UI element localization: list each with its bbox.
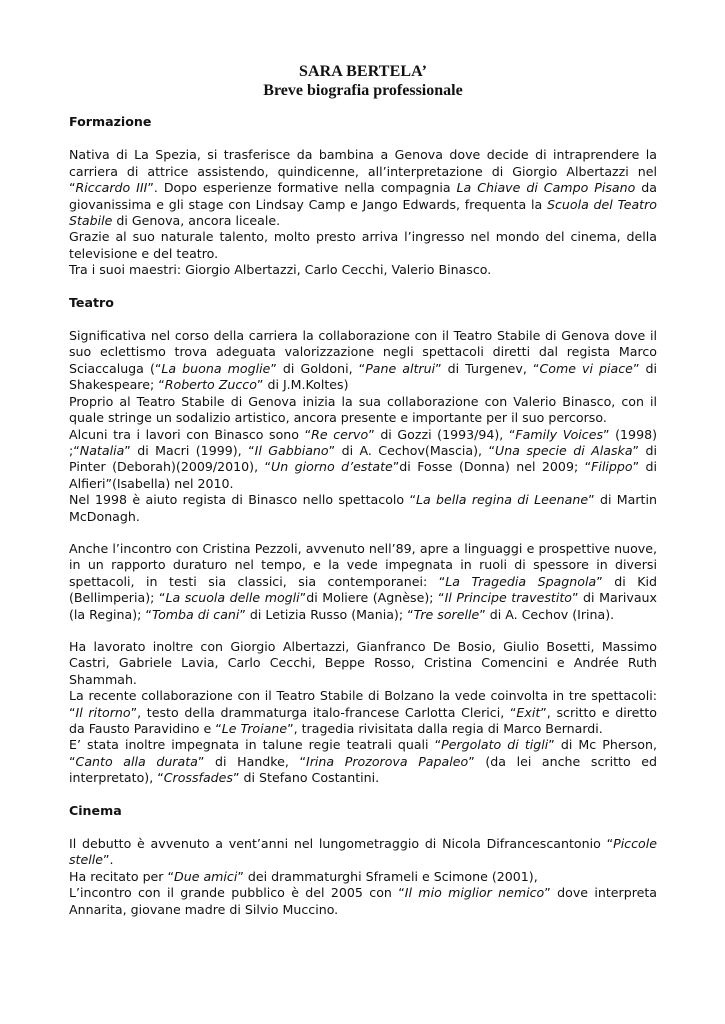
italic-title-text: Piccole stelle — [69, 836, 657, 868]
italic-title-text: Il Gabbiano — [254, 442, 329, 458]
italic-title-text: Un giorno d’estate — [271, 459, 393, 475]
italic-title-text: La scuola delle mogli — [165, 590, 300, 606]
paragraph-text: ” di J.M.Koltes) — [256, 377, 349, 393]
paragraph-text: Ha recitato per “ — [69, 868, 175, 884]
paragraph-text: ” di Martin McDonagh. — [69, 492, 657, 524]
italic-title-text: Scuola del Teatro Stabile — [69, 196, 657, 229]
italic-title-text: La bella regina di Leenane — [415, 492, 589, 508]
teatro-paragraph-4 — [69, 492, 657, 525]
document-title: SARA BERTELA’ — [298, 63, 428, 80]
paragraph-text: ” di Pinter (Deborah)(2009/2010), “ — [69, 442, 657, 475]
italic-title-text: La Tragedia Spagnola — [445, 573, 597, 589]
italic-title-text: La Chiave di Campo Pisano — [456, 180, 636, 196]
italic-title-text: Family Voices — [515, 426, 604, 442]
paragraph-text: ”, testo della drammaturga italo-francese Carlotta Clerici, “ — [130, 704, 517, 720]
paragraph-text: ”. Dopo esperienze formative nella compagnia — [147, 180, 457, 196]
paragraph-text: ” di Gozzi (1993/94), “ — [368, 426, 516, 442]
italic-title-text: Riccardo III — [75, 180, 148, 196]
paragraph-text: ” di Alfieri”(Isabella) nel 2010. — [69, 459, 658, 491]
italic-title-text: Natalia — [79, 442, 125, 458]
paragraph-text: ” di Macri (1999), “ — [124, 442, 255, 458]
cinema-paragraph-3 — [69, 885, 657, 918]
section-heading-teatro: Teatro — [69, 294, 114, 310]
document-subtitle: Breve biografia professionale — [263, 82, 463, 99]
teatro-paragraph-2 — [69, 394, 657, 427]
teatro-paragraph-8 — [69, 737, 657, 786]
teatro-paragraph-5 — [69, 541, 657, 623]
italic-title-text: Il mio miglior nemico — [404, 885, 545, 901]
paragraph-text: ” di Letizia Russo (Mania); “ — [239, 606, 414, 622]
paragraph-text: L’incontro con il grande pubblico è del 2005 con “ — [69, 885, 405, 901]
paragraph-text: ”di Moliere (Agnèse); “ — [299, 590, 445, 606]
section-heading-cinema: Cinema — [69, 802, 122, 818]
italic-title-text: Il ritorno — [75, 704, 131, 720]
paragraph-text: ” di Shakespeare; “ — [69, 360, 658, 393]
teatro-paragraph-3 — [69, 427, 657, 493]
italic-title-text: Irina Prozorova Papaleo — [306, 753, 469, 769]
paragraph-text: ” di A. Cechov(Mascia), “ — [328, 442, 495, 458]
paragraph-text: ” di Stefano Costantini. — [233, 770, 380, 786]
italic-title-text: Filippo — [591, 459, 633, 475]
paragraph-text: ” dove interpreta Annarita, giovane madre di Silvio Muccino. — [69, 885, 658, 917]
italic-title-text: Roberto Zucco — [164, 377, 257, 393]
paragraph-text: ” di Marivaux (la Regina); “ — [69, 590, 657, 622]
paragraph-text: Tra i suoi maestri: Giorgio Albertazzi, Carlo Cecchi, Valerio Binasco. — [69, 262, 492, 278]
paragraph-text: ” di Goldoni, “ — [270, 360, 366, 376]
formazione-paragraph-2 — [69, 229, 657, 262]
italic-title-text: Come vi piace — [539, 360, 633, 376]
section-heading-formazione: Formazione — [69, 114, 152, 129]
paragraph-text: Nel 1998 è aiuto regista di Binasco nello spettacolo “ — [69, 492, 416, 508]
italic-title-text: Tomba di cani — [151, 606, 240, 622]
paragraph-text: ” di Handke, “ — [197, 753, 307, 769]
paragraph-text: da giovanissima e gli stage con Lindsay Camp e Jango Edwards, frequenta la — [69, 180, 657, 212]
paragraph-text: di Genova, ancora liceale. — [112, 213, 281, 229]
paragraph-text: Grazie al suo naturale talento, molto presto arriva l’ingresso nel mondo del cinema, della televisione e del teatro. — [69, 229, 657, 261]
paragraph-text: Significativa nel corso della carriera la collaborazione con il Teatro Stabile di Genova dove il suo eclettismo trova adeguata valorizzazione negli spettacoli diretti dal regista Marco Sciaccaluga (“ — [69, 328, 657, 376]
paragraph-text: ”, tragedia rivisitata dalla regia di Marco Bernardi. — [287, 721, 603, 736]
paragraph-text: ” (1998) ;“ — [69, 426, 658, 458]
paragraph-text: Ha lavorato inoltre con Giorgio Albertazzi, Gianfranco De Bosio, Giulio Bosetti, Massimo Castri, Gabriele Lavia, Carlo Cecchi, Beppe Rosso, Cristina Comencini e Andrée Ruth Shammah. — [69, 638, 657, 687]
document-body — [69, 62, 657, 918]
paragraph-text: ”di Fosse (Donna) nel 2009; “ — [392, 459, 592, 475]
italic-title-text: Canto alla durata — [75, 753, 198, 769]
formazione-paragraph-1 — [69, 147, 657, 229]
italic-title-text: Pergolato di tigli — [441, 737, 549, 753]
paragraph-text: Il debutto è avvenuto a vent’anni nel lungometraggio di Nicola Difrancescantonio “ — [69, 836, 614, 852]
teatro-paragraph-1 — [69, 328, 657, 394]
paragraph-text: ” (da lei anche scritto ed interpretato), “ — [69, 753, 658, 786]
teatro-paragraph-6 — [69, 639, 657, 688]
italic-title-text: Le Troiane — [221, 721, 288, 736]
formazione-paragraph-3 — [69, 262, 657, 278]
italic-title-text: Crossfades — [163, 770, 233, 786]
italic-title-text: Il Principe travestito — [444, 590, 572, 606]
paragraph-text: ”. — [103, 852, 114, 868]
paragraph-text: Alcuni tra i lavori con Binasco sono “ — [69, 426, 312, 442]
italic-title-text: Exit — [516, 704, 541, 720]
paragraph-text: ” di Turgenev, “ — [435, 360, 540, 376]
italic-title-text: Una specie di Alaska — [494, 442, 633, 458]
italic-title-text: Pane altrui — [365, 360, 436, 376]
cinema-paragraph-1 — [69, 836, 657, 869]
italic-title-text: Re cervo — [311, 426, 369, 442]
cinema-paragraph-2 — [69, 869, 657, 885]
teatro-paragraph-7 — [69, 688, 657, 737]
paragraph-text: Nativa di La Spezia, si trasferisce da bambina a Genova dove decide di intraprendere la carriera di attrice assistendo, quindicenne, all’interpretazione di Giorgio Albertazzi nel “ — [69, 147, 657, 196]
paragraph-text: ” di A. Cechov (Irina). — [479, 606, 615, 622]
paragraph-text: La recente collaborazione con il Teatro Stabile di Bolzano la vede coinvolta in tre spettacoli: “ — [69, 688, 657, 720]
paragraph-text: E’ stata inoltre impegnata in talune regie teatrali quali “ — [69, 737, 442, 753]
italic-title-text: Due amici — [174, 868, 238, 884]
paragraph-text: ” di Kid (Bellimperia); “ — [69, 573, 657, 606]
italic-title-text: La buona moglie — [161, 360, 271, 376]
paragraph-text: ”, scritto e diretto da Fausto Paravidino e “ — [69, 704, 657, 736]
paragraph-text: Anche l’incontro con Cristina Pezzoli, avvenuto nell’89, apre a linguaggi e prospettive nuove, in un rapporto duraturo nel tempo, e la vede impegnata in ruoli di spessore in diversi spettacoli, in testi sia classici, sia contemporanei: “ — [69, 540, 657, 589]
paragraph-text: Proprio al Teatro Stabile di Genova inizia la sua collaborazione con Valerio Binasco, con il quale stringe un sodalizio artistico, ancora presente e importante per il suo percorso. — [69, 393, 657, 426]
italic-title-text: Tre sorelle — [413, 606, 480, 622]
paragraph-text: ” dei drammaturghi Sframeli e Scimone (2001), — [237, 868, 538, 884]
paragraph-text: ” di Mc Pherson, “ — [69, 737, 657, 769]
